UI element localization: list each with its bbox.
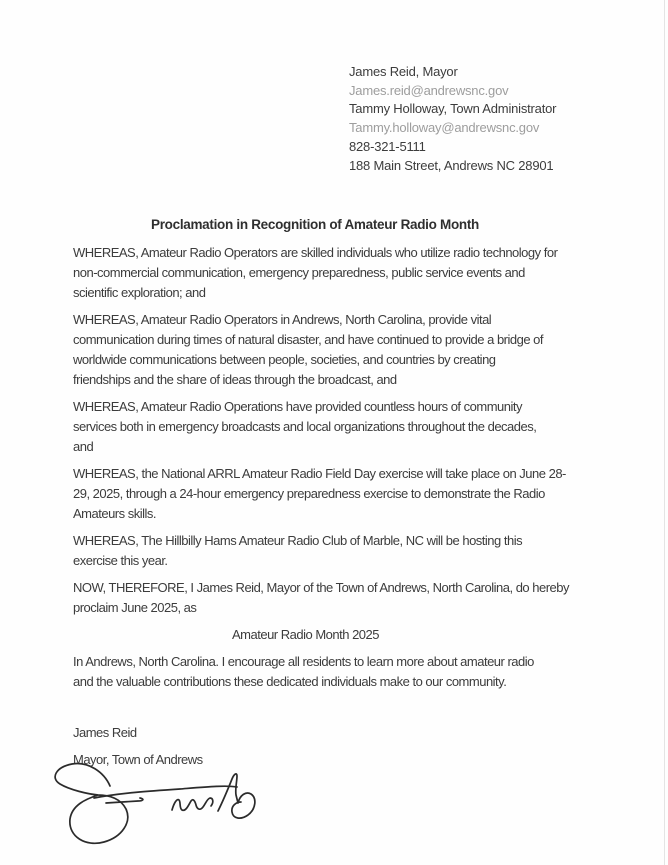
text-line: and [73, 439, 94, 454]
signatory-title: Mayor, Town of Andrews [73, 752, 203, 767]
text-line: exercise this year. [73, 553, 168, 568]
handwritten-signature [50, 753, 280, 863]
text-line: worldwide communications between people, societies, and countries by creating [73, 352, 496, 367]
closing-paragraph [73, 652, 653, 692]
mayor-name-line: James Reid, Mayor [349, 64, 458, 79]
whereas-paragraph-2 [73, 310, 653, 390]
document-body [73, 215, 653, 770]
signature-end-flourish [218, 774, 255, 818]
whereas-paragraph-1 [73, 243, 653, 303]
whereas-paragraph-5 [73, 531, 653, 571]
now-therefore-paragraph [73, 578, 653, 618]
signature-mid-letters [172, 798, 213, 810]
text-line: scientific exploration; and [73, 285, 206, 300]
administrator-name-line: Tammy Holloway, Town Administrator [349, 101, 557, 117]
text-line: Amateurs skills. [73, 506, 157, 521]
text-line: friendships and the share of ideas through the broadcast, and [73, 372, 397, 387]
signature-tick [106, 798, 143, 803]
administrator-email-line: Tammy.holloway@andrewsnc.gov [349, 120, 540, 136]
text-line: services both in emergency broadcasts and local organizations throughout the decades, [73, 419, 537, 434]
text-line: non-commercial communication, emergency preparedness, public service events and [73, 265, 525, 280]
signature-scrawl-svg [50, 753, 280, 863]
declaration-line: Amateur Radio Month 2025 [232, 627, 379, 642]
signature-crossbar [94, 786, 237, 798]
text-line: WHEREAS, Amateur Radio Operators are skilled individuals who utilize radio technology for [73, 245, 558, 260]
text-line: WHEREAS, the National ARRL Amateur Radio Field Day exercise will take place on June 28- [73, 466, 566, 481]
mayor-email-line: James.reid@andrewsnc.gov [349, 82, 509, 98]
address-line: 188 Main Street, Andrews NC 28901 [349, 157, 554, 173]
contact-header [349, 63, 556, 175]
whereas-paragraph-4 [73, 464, 653, 524]
text-line: NOW, THEREFORE, I James Reid, Mayor of the Town of Andrews, North Carolina, do hereby [73, 580, 570, 595]
signatory-name: James Reid [73, 725, 137, 740]
scan-edge-line [664, 0, 665, 865]
text-line: 29, 2025, through a 24-hour emergency preparedness exercise to demonstrate the Radio [73, 486, 545, 501]
text-line: communication during times of natural disaster, and have continued to provide a bridge of [73, 332, 544, 347]
text-line: WHEREAS, Amateur Radio Operators in Andrews, North Carolina, provide vital [73, 312, 492, 327]
text-line: and the valuable contributions these dedicated individuals make to our community. [73, 674, 507, 689]
signature-flourish-loop [55, 764, 128, 844]
text-line: proclaim June 2025, as [73, 600, 197, 615]
text-line: WHEREAS, The Hillbilly Hams Amateur Radio Club of Marble, NC will be hosting this [73, 533, 523, 548]
phone-line: 828-321-5111 [349, 138, 426, 154]
text-line: WHEREAS, Amateur Radio Operations have provided countless hours of community [73, 399, 523, 414]
text-line: In Andrews, North Carolina. I encourage all residents to learn more about amateur radio [73, 654, 534, 669]
document-title: Proclamation in Recognition of Amateur Radio Month [151, 217, 480, 232]
whereas-paragraph-3 [73, 397, 653, 457]
